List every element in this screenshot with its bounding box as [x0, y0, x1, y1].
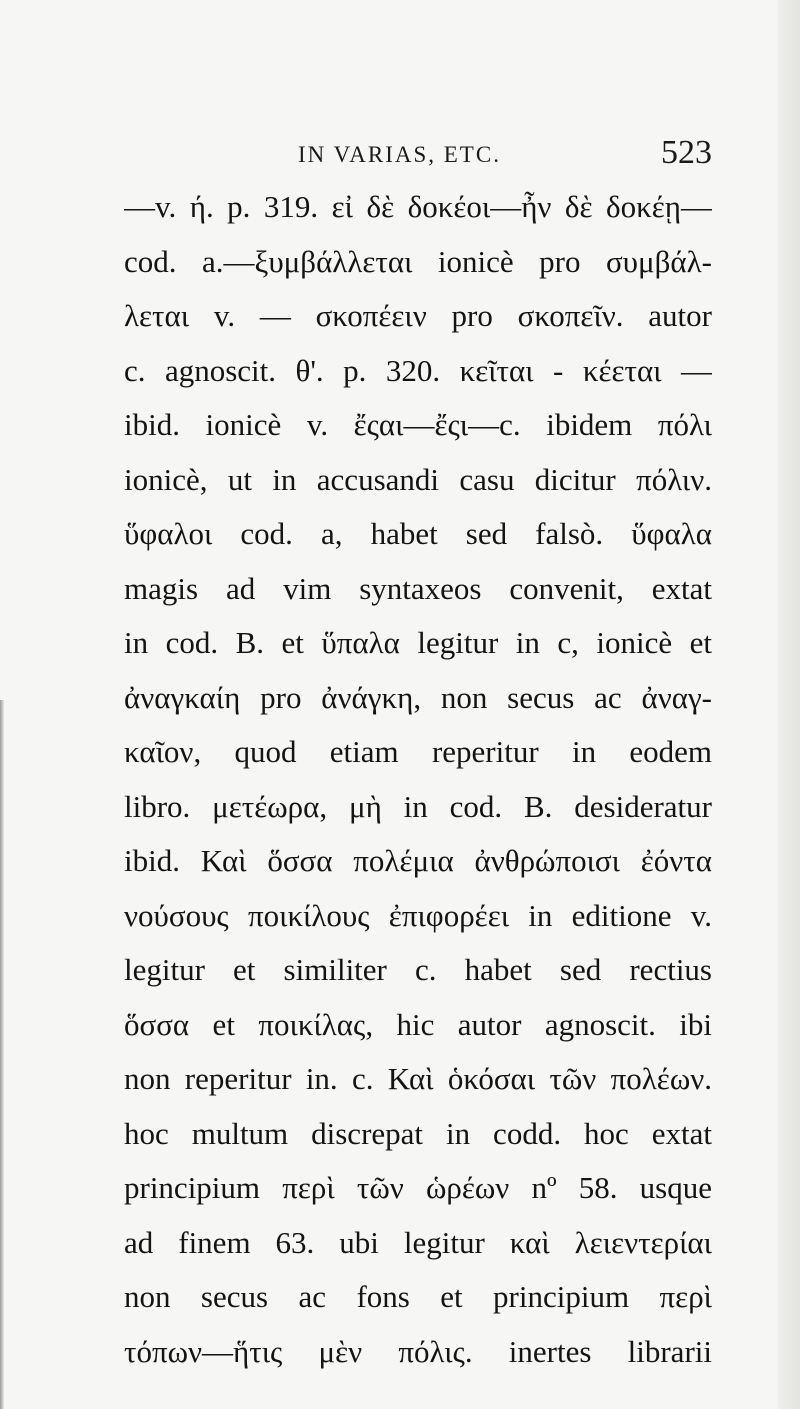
running-title: IN VARIAS, ETC. — [298, 142, 501, 167]
text-line: νούσους ποικίλους ἐπιφορέει in editione v. — [124, 897, 712, 933]
text-line: c. agnoscit. θ'. p. 320. κεῖται - κέεται — — [124, 352, 712, 388]
text-line: in cod. B. et ὕπαλα legitur in c, ionicè et — [124, 625, 712, 660]
text-line: ὕφαλοι cod. a, habet sed falsò. ὕφαλα — [124, 516, 712, 551]
text-line: cod. a.—ξυμβάλλεται ionicè pro συμβάλ- — [124, 243, 712, 279]
text-line: ibid. Καὶ ὅσσα πολέμια ἀνθρώποισι ἐόντα — [124, 843, 712, 878]
text-line: ibid. ionicè v. ἔςαι—ἔςι—c. ibidem πόλι — [124, 407, 712, 442]
page-right-edge — [778, 0, 800, 1409]
text-line: ionicè, ut in accusandi casu dicitur πόλιν. — [124, 461, 712, 497]
body-text — [124, 180, 712, 1379]
text-line: ἀναγκαίη pro ἀνάγκη, non secus ac ἀναγ- — [124, 679, 712, 715]
text-line: non reperitur in. c. Καὶ ὁκόσαι τῶν πολέων. — [124, 1061, 712, 1096]
running-head — [160, 134, 720, 178]
text-line: ad finem 63. ubi legitur καὶ λειεντερίαι — [124, 1224, 712, 1260]
text-line: καῖον, quod etiam reperitur in eodem — [124, 734, 712, 769]
text-line: magis ad vim syntaxeos convenit, extat — [124, 570, 712, 606]
text-line: legitur et similiter c. habet sed rectius — [124, 952, 712, 987]
text-line: libro. μετέωρα, μὴ in cod. B. desideratur — [124, 788, 712, 824]
text-line: non secus ac fons et principium περὶ — [124, 1279, 712, 1314]
text-line: λεται v. — σκοπέειν pro σκοπεῖν. autor — [124, 298, 712, 333]
text-line: τόπων—ἥτις μὲν πόλις. inertes librarii — [124, 1333, 712, 1369]
text-line: —v. ή. p. 319. εἰ δὲ δοκέοι—ἦν δὲ δοκέῃ— — [124, 189, 712, 224]
page-number: 523 — [661, 134, 712, 171]
text-line: ὅσσα et ποικίλας, hic autor agnoscit. ibi — [124, 1006, 712, 1042]
text-line: hoc multum discrepat in codd. hoc extat — [124, 1115, 712, 1151]
text-line: principium περὶ τῶν ὡρέων nº 58. usque — [124, 1170, 712, 1205]
page-left-edge-shadow — [0, 700, 4, 1409]
